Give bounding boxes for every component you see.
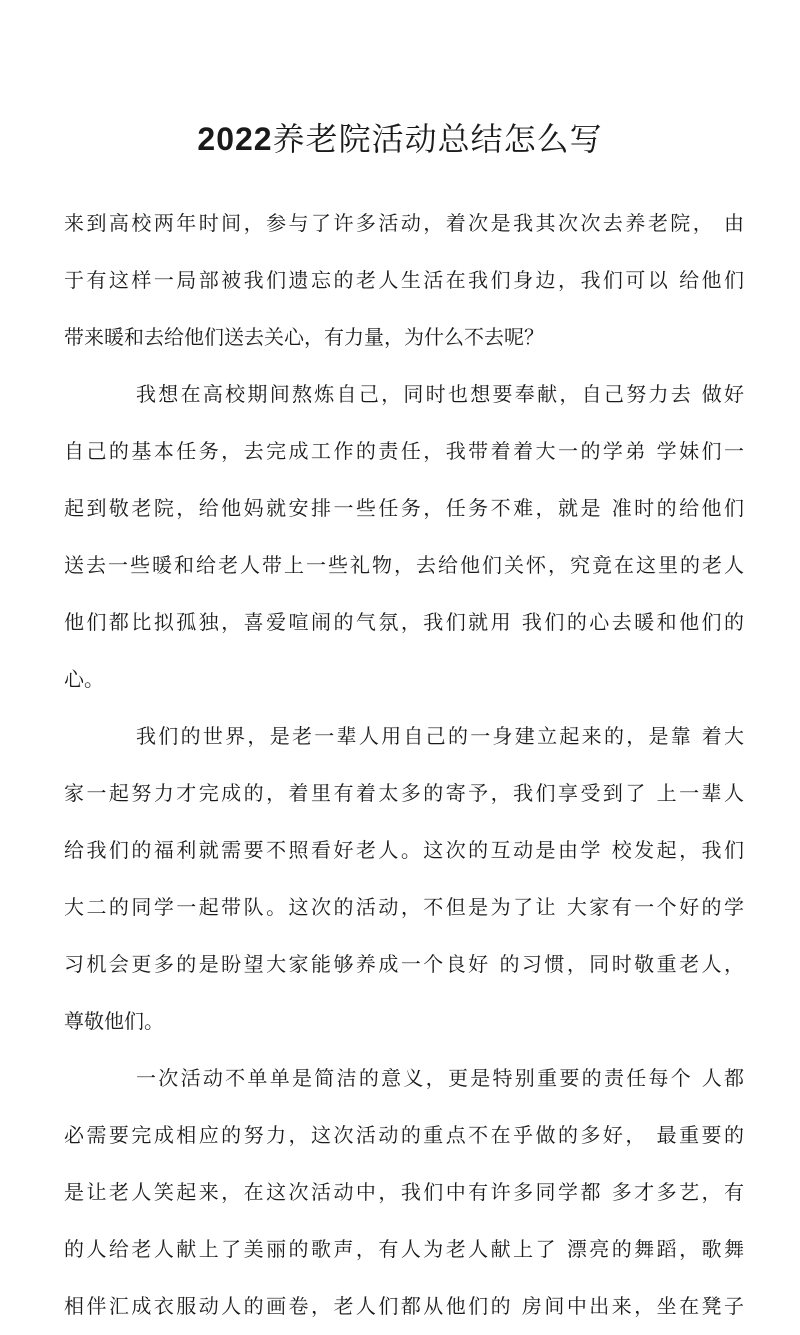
paragraph-2 <box>64 366 744 708</box>
text-line: 来到高校两年时间，参与了许多活动，着次是我其次次去养老院， 由 <box>64 211 744 235</box>
text-line: 我想在高校期间熬炼自己，同时也想要奉献，自己努力去 做好 <box>136 382 744 406</box>
text-line: 他们都比拟孤独，喜爱喧闹的气氛，我们就用 我们的心去暖和他们的 <box>64 610 744 634</box>
paragraph-3 <box>64 708 744 1050</box>
text-line: 给我们的福利就需要不照看好老人。这次的互动是由学 校发起，我们 <box>64 838 744 862</box>
text-line: 我们的世界，是老一辈人用自己的一身建立起来的，是靠 着大 <box>136 724 744 748</box>
text-line: 于有这样一局部被我们遗忘的老人生活在我们身边，我们可以 给他们 <box>64 268 744 292</box>
text-line: 大二的同学一起带队。这次的活动，不但是为了让 大家有一个好的学 <box>64 895 744 919</box>
text-line: 尊敬他们。 <box>64 1009 164 1033</box>
text-line: 起到敬老院，给他妈就安排一些任务，任务不难，就是 准时的给他们 <box>64 496 744 520</box>
title-year: 2022 <box>197 121 273 157</box>
text-line: 自己的基本任务，去完成工作的责任，我带着着大一的学弟 学妹们一 <box>64 439 744 463</box>
paragraph-1 <box>64 195 744 366</box>
text-line: 相伴汇成衣服动人的画卷，老人们都从他们的 房间中出来，坐在凳子 <box>64 1294 744 1318</box>
text-line: 一次活动不单单是简洁的意义，更是特别重要的责任每个 人都 <box>136 1066 744 1090</box>
text-line: 带来暖和去给他们送去关心，有力量，为什么不去呢？ <box>64 325 544 349</box>
document-title <box>0 117 800 161</box>
text-line: 心。 <box>64 667 104 691</box>
text-line: 的人给老人献上了美丽的歌声，有人为老人献上了 漂亮的舞蹈，歌舞 <box>64 1237 744 1261</box>
text-line: 送去一些暖和给老人带上一些礼物，去给他们关怀，究竟在这里的老人 <box>64 553 744 577</box>
document-body <box>64 195 744 1335</box>
title-text: 养老院活动总结怎么写 <box>272 120 603 158</box>
text-line: 是让老人笑起来，在这次活动中，我们中有许多同学都 多才多艺，有 <box>64 1180 744 1204</box>
text-line: 必需要完成相应的努力，这次活动的重点不在乎做的多好， 最重要的 <box>64 1123 744 1147</box>
text-line: 习机会更多的是盼望大家能够养成一个良好 的习惯，同时敬重老人， <box>64 952 744 976</box>
paragraph-4 <box>64 1050 744 1335</box>
text-line: 家一起努力才完成的，着里有着太多的寄予，我们享受到了 上一辈人 <box>64 781 744 805</box>
